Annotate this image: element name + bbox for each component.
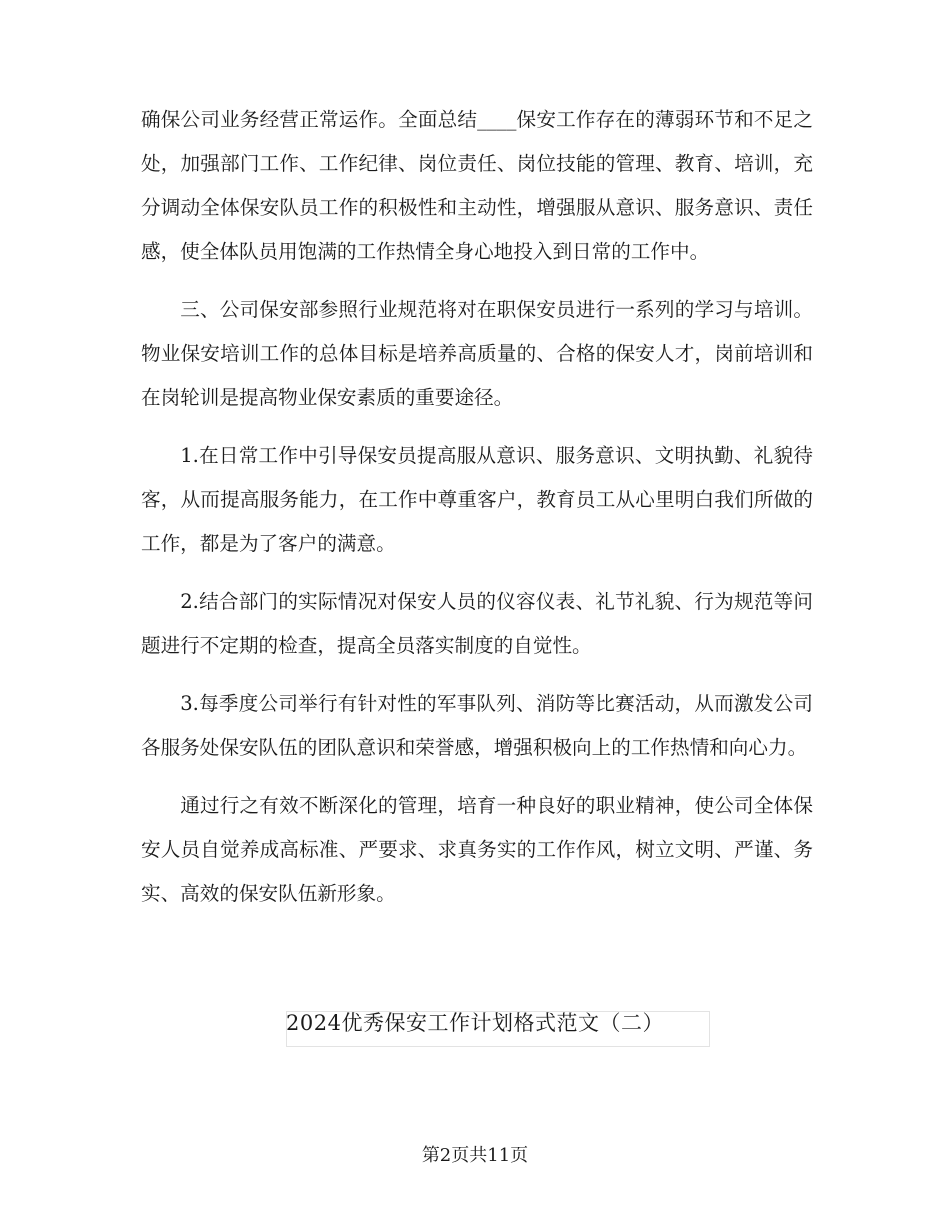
section-heading: 2024优秀保安工作计划格式范文（二） [286, 1011, 664, 1035]
paragraph-conclusion: 通过行之有效不断深化的管理，培育一种良好的职业精神，使公司全体保安人员自觉养成高标准、严要求、求真务实的工作作风，树立文明、严谨、务实、高效的保安队伍新形象。 [141, 794, 813, 905]
document-body [141, 98, 813, 930]
paragraph-item-2: 2.结合部门的实际情况对保安人员的仪容仪表、礼节礼貌、行为规范等问题进行不定期的检查，提高全员落实制度的自觉性。 [141, 590, 813, 657]
page-footer: 第2页共11页 [421, 1145, 529, 1166]
paragraph-item-1: 1.在日常工作中引导保安员提高服从意识、服务意识、文明执勤、礼貌待客，从而提高服务能力，在工作中尊重客户，教育员工从心里明白我们所做的工作，都是为了客户的满意。 [141, 444, 813, 555]
paragraph-item-3: 3.每季度公司举行有针对性的军事队列、消防等比赛活动，从而激发公司各服务处保安队伍的团队意识和荣誉感，增强积极向上的工作热情和向心力。 [141, 692, 813, 759]
paragraph-continuation: 确保公司业务经营正常运作。全面总结____保安工作存在的薄弱环节和不足之处，加强部门工作、工作纪律、岗位责任、岗位技能的管理、教育、培训，充分调动全体保安队员工作的积极性和主动性，增强服从意识、服务意识、责任感，使全体队员用饱满的工作热情全身心地投入到日常的工作中。 [141, 108, 813, 263]
paragraph-section-three: 三、公司保安部参照行业规范将对在职保安员进行一系列的学习与培训。物业保安培训工作的总体目标是培养高质量的、合格的保安人才，岗前培训和在岗轮训是提高物业保安素质的重要途径。 [141, 298, 813, 409]
